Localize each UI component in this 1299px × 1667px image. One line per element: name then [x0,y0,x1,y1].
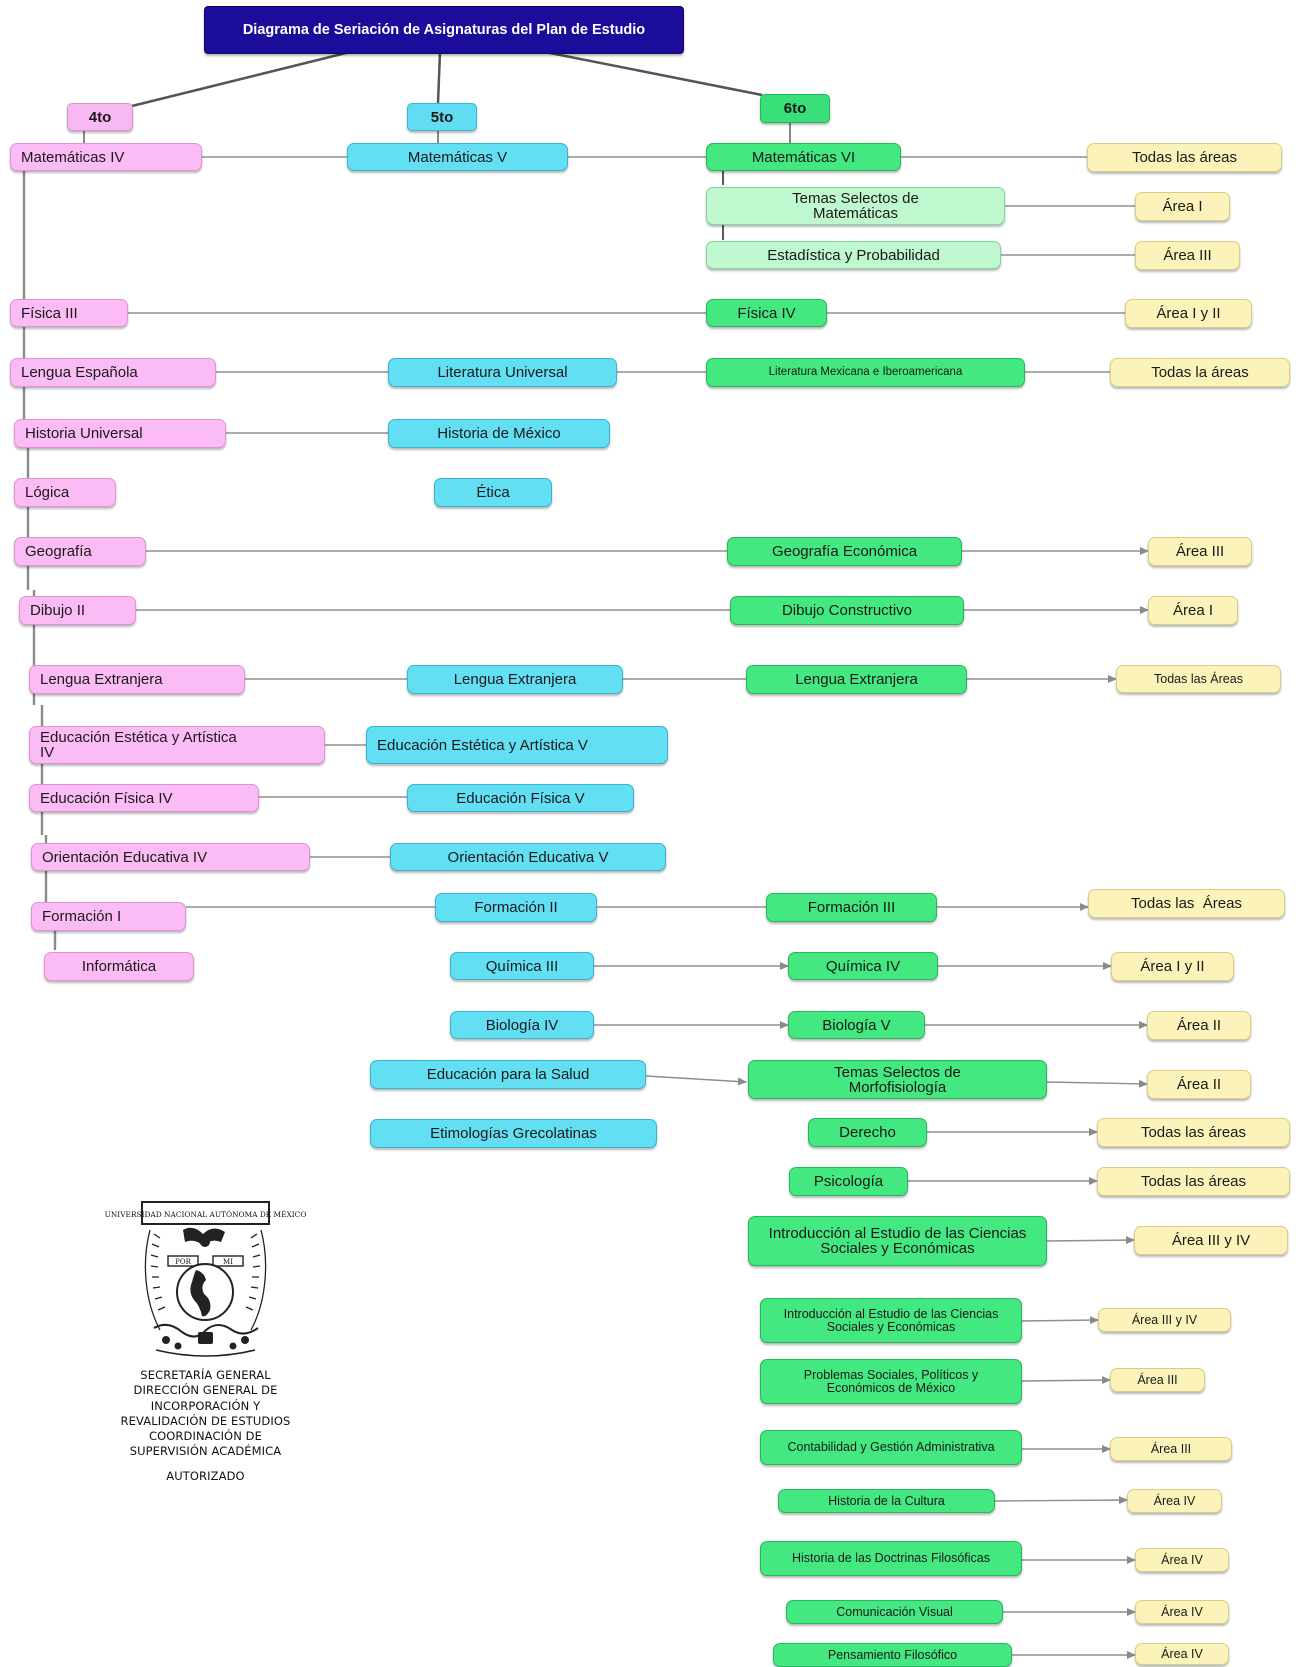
subject-literatura-universal [388,358,617,387]
subject-fisica-iv [706,299,827,327]
area-label: Área III [1137,1372,1178,1387]
level-header-5to-label: 5to [430,108,454,126]
subject-matematicas-vi [706,143,901,171]
subject-label: Ética [476,484,510,501]
area-label: Todas la áreas [1151,364,1249,381]
seal-line: INCORPORACIÓN Y [150,1398,261,1413]
area-introduccion-1 [1134,1226,1288,1255]
subject-label: Orientación Educativa IV [42,848,208,866]
area-label: Todas las Áreas [1131,895,1242,912]
subject-label: Formación II [474,899,558,916]
subject-label: Química III [485,957,559,975]
subject-biologia-iv [450,1011,594,1039]
seal-line: DIRECCIÓN GENERAL DE [133,1383,278,1398]
subject-label: Lógica [25,484,70,501]
area-temas-selectos-matematicas [1135,192,1230,221]
subject-problemas-sociales [760,1359,1022,1404]
area-biologia-v [1147,1011,1251,1040]
subject-orientacion-educativa-v [390,843,666,871]
subject-label: Temas Selectos de Morfofisiología [834,1063,961,1096]
area-derecho [1097,1118,1290,1147]
area-contabilidad [1110,1437,1232,1461]
svg-text:MI: MI [223,1258,233,1266]
area-lengua-extranjera [1116,665,1281,693]
subject-label: Psicología [813,1173,884,1190]
subject-fisica-iii [10,299,128,327]
area-label: Área IV [1161,1552,1203,1567]
subject-informatica [44,952,194,981]
diagram-title-text: Diagrama de Seriación de Asignaturas del Plan de Estudio [242,21,646,38]
subject-label: Educación Estética y Artística IV [40,729,237,761]
unam-seal-logo [104,1200,307,1360]
level-header-6to-label: 6to [783,100,807,117]
seal-line: SECRETARÍA GENERAL [140,1368,271,1382]
subject-label: Historia de la Cultura [828,1493,945,1508]
subject-historia-de-la-cultura [778,1489,995,1513]
subject-contabilidad-gestion [760,1430,1022,1465]
area-label: Área I y II [1156,305,1221,322]
diagram-title [204,6,684,54]
subject-label: Dibujo Constructivo [781,602,913,619]
area-literatura [1110,358,1290,387]
seal-office-lines [108,1368,303,1460]
subject-dibujo-ii [19,596,136,625]
subject-label: Lengua Extranjera [453,671,577,688]
subject-label: Orientación Educativa V [447,848,609,866]
subject-label: Geografía Económica [771,543,918,560]
subject-matematicas-v [347,143,568,171]
area-historia-cultura [1127,1489,1222,1513]
area-label: Área I [1172,602,1214,619]
subject-derecho [808,1118,927,1147]
area-label: Todas las áreas [1131,149,1238,166]
subject-label: Matemáticas VI [751,148,856,166]
subject-label: Literatura Mexicana e Iberoamericana [768,365,963,378]
svg-text:POR: POR [175,1258,191,1266]
area-historia-doctrinas [1135,1548,1229,1572]
subject-estadistica-probabilidad [706,241,1001,269]
subject-pensamiento-filosofico [773,1643,1012,1667]
subject-label: Formación I [42,908,122,925]
subject-label: Problemas Sociales, Políticos y Económicos de México [803,1368,979,1395]
area-label: Área I [1162,198,1203,215]
area-comunicacion-visual [1135,1600,1229,1624]
subject-educacion-estetica-v [366,726,668,764]
subject-label: Historia Universal [25,425,143,442]
area-label: Área III y IV [1171,1232,1251,1249]
subject-label: Lengua Extranjera [795,671,918,688]
subject-formacion-ii [435,893,597,922]
area-label: Área II [1176,1076,1222,1093]
subject-historia-doctrinas-filosoficas [760,1541,1022,1576]
subject-label: Educación Física V [456,789,585,807]
area-problemas-sociales [1110,1368,1205,1392]
subject-introduccion-ciencias-sociales-1 [748,1216,1047,1266]
area-label: Todas las áreas [1140,1124,1247,1141]
subject-label: Matemáticas IV [21,148,125,166]
subject-label: Contabilidad y Gestión Administrativa [787,1440,995,1455]
subject-orientacion-educativa-iv [31,843,310,871]
subject-label: Física IV [737,304,796,322]
subject-label: Introducción al Estudio de las Ciencias Sociales y Económicas [768,1225,1027,1257]
subject-label: Geografía [25,543,92,560]
area-estadistica [1135,241,1240,270]
level-header-4to [67,103,133,131]
subject-literatura-mexicana [706,358,1025,387]
area-geografia-economica [1148,537,1252,566]
subject-label: Derecho [839,1124,896,1141]
area-label: Área III y IV [1131,1312,1198,1327]
subject-label: Lengua Española [21,364,138,381]
subject-label: Temas Selectos de Matemáticas [792,190,919,222]
subject-educacion-fisica-v [407,784,634,812]
seal-line: SUPERVISIÓN ACADÉMICA [129,1444,282,1459]
area-fisica-iv [1125,299,1252,328]
area-label: Todas las áreas [1140,1173,1247,1190]
subject-temas-selectos-morfofisiologia [748,1060,1047,1099]
area-label: Área I y II [1140,958,1205,975]
subject-label: Comunicación Visual [836,1604,953,1619]
subject-etimologias-grecolatinas [370,1119,657,1148]
level-header-5to [407,103,477,131]
subject-geografia-economica [727,537,962,566]
subject-label: Biología IV [485,1016,559,1034]
subject-label: Informática [81,958,157,975]
subject-label: Etimologías Grecolatinas [430,1125,597,1142]
subject-label: Dibujo II [30,602,86,619]
level-header-6to [760,94,830,123]
subject-label: Historia de México [437,425,561,442]
area-pensamiento-filosofico [1135,1643,1229,1665]
subject-introduccion-ciencias-sociales-2 [760,1298,1022,1343]
subject-formacion-iii [766,893,937,922]
subject-label: Química IV [825,957,901,975]
area-label: Área III [1150,1441,1192,1456]
subject-comunicacion-visual [786,1600,1003,1624]
area-quimica-iv [1111,952,1234,981]
subject-quimica-iii [450,952,594,980]
subject-label: Física III [21,304,78,322]
subject-label: Formación III [807,899,896,916]
area-label: Área IV [1161,1604,1203,1619]
subject-educacion-fisica-iv [29,784,259,812]
area-label: Todas las Áreas [1154,671,1243,686]
subject-geografia [14,537,146,566]
subject-label: Educación Estética y Artística V [377,736,588,754]
subject-etica [434,478,552,507]
area-label: Área III [1175,543,1225,560]
subject-educacion-para-la-salud [370,1060,646,1089]
subject-biologia-v [788,1011,925,1039]
subject-label: Pensamiento Filosófico [827,1647,958,1662]
subject-lengua-extranjera-v [407,665,623,694]
subject-label: Educación para la Salud [426,1066,590,1083]
subject-label: Lengua Extranjera [40,671,163,688]
subject-label: Literatura Universal [437,364,568,381]
subject-label: Introducción al Estudio de las Ciencias Sociales y Económicas [783,1307,999,1334]
area-label: Área II [1176,1017,1222,1034]
seal-status [108,1469,303,1484]
svg-text:UNIVERSIDAD NACIONAL AUTÓNOMA: UNIVERSIDAD NACIONAL AUTÓNOMA DE MÉXICO [104,1210,307,1219]
area-label: Área III [1163,247,1212,264]
area-morfofisiologia [1147,1070,1251,1099]
area-introduccion-2 [1098,1308,1231,1332]
subject-psicologia [789,1167,908,1196]
seal-line: REVALIDACIÓN DE ESTUDIOS [120,1413,291,1428]
subject-dibujo-constructivo [730,596,964,625]
subject-matematicas-iv [10,143,202,171]
subject-educacion-estetica-iv [29,726,325,764]
seal-status-text: AUTORIZADO [166,1469,245,1483]
subject-logica [14,478,116,507]
subject-quimica-iv [788,952,938,980]
subject-label: Biología V [822,1016,891,1034]
subject-label: Educación Física IV [40,789,173,807]
subject-lengua-espanola [10,358,216,387]
level-header-4to-label: 4to [88,108,112,126]
subject-historia-de-mexico [388,419,610,448]
area-label: Área IV [1153,1493,1196,1508]
subject-lengua-extranjera-iv [29,665,245,694]
subject-lengua-extranjera-vi [746,665,967,694]
area-dibujo-constructivo [1148,596,1238,625]
area-matematicas-vi [1087,143,1282,172]
title-connectors [132,52,762,106]
area-psicologia [1097,1167,1290,1196]
area-formacion-iii [1088,889,1285,918]
subject-label: Historia de las Doctrinas Filosóficas [792,1551,990,1566]
subject-label: Estadística y Probabilidad [767,246,940,264]
subject-formacion-i [31,902,186,931]
subject-temas-selectos-matematicas [706,187,1005,225]
subject-historia-universal [14,419,226,448]
subject-label: Matemáticas V [407,148,508,166]
seal-line: COORDINACIÓN DE [149,1429,262,1444]
area-label: Área IV [1161,1646,1203,1661]
